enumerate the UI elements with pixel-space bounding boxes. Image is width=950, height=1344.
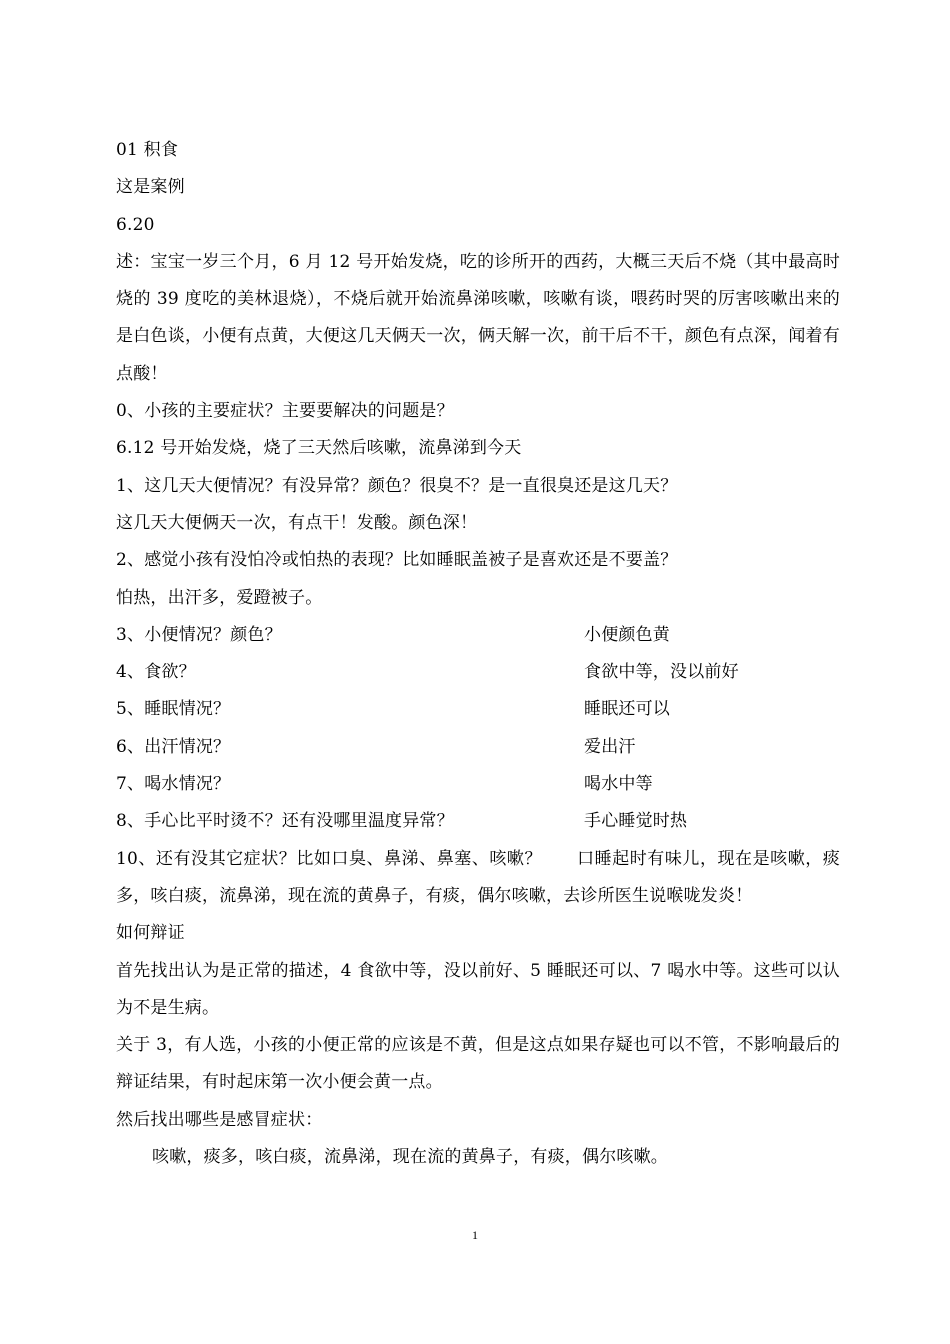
question-1: 1、这几天大便情况？有没异常？颜色？很臭不？是一直很臭还是这几天？ bbox=[116, 475, 678, 496]
answer-1: 这几天大便俩天一次，有点干！发酸。颜色深！ bbox=[116, 512, 478, 533]
qa-row bbox=[116, 691, 840, 728]
qa-row bbox=[116, 617, 840, 654]
qa-question: 6、出汗情况？ bbox=[116, 736, 231, 757]
page-number: 1 bbox=[472, 1228, 478, 1242]
qa-question: 5、睡眠情况？ bbox=[116, 699, 231, 720]
qa-row bbox=[116, 766, 840, 803]
analysis-paragraph-1: 首先找出认为是正常的描述，4 食欲中等，没以前好、5 睡眠还可以、7 喝水中等。这些可以认为不是生病。 bbox=[116, 960, 840, 1018]
document-heading: 01 积食 bbox=[116, 140, 179, 160]
cold-symptoms: 咳嗽，痰多，咳白痰，流鼻涕，现在流的黄鼻子，有痰，偶尔咳嗽。 bbox=[152, 1147, 668, 1168]
qa-row bbox=[116, 803, 840, 840]
question-2: 2、感觉小孩有没怕冷或怕热的表现？比如睡眠盖被子是喜欢还是不要盖？ bbox=[116, 550, 678, 571]
qa-answer: 小便颜色黄 bbox=[584, 624, 670, 645]
document-date: 6.20 bbox=[116, 214, 155, 235]
analysis-paragraph-3: 然后找出哪些是感冒症状： bbox=[116, 1109, 323, 1130]
analysis-paragraph-2: 关于 3，有人选，小孩的小便正常的应该是不黄，但是这点如果存疑也可以不管，不影响最后的辩证结果，有时起床第一次小便会黄一点。 bbox=[116, 1035, 840, 1093]
qa-answer: 爱出汗 bbox=[584, 736, 636, 757]
qa-row bbox=[116, 729, 840, 766]
qa-question: 7、喝水情况？ bbox=[116, 774, 231, 795]
section-title: 如何辩证 bbox=[116, 923, 185, 944]
document-body bbox=[116, 132, 840, 1176]
document-subtitle: 这是案例 bbox=[116, 177, 185, 198]
qa-answer: 食欲中等，没以前好 bbox=[584, 662, 739, 683]
qa-answer: 喝水中等 bbox=[584, 774, 653, 795]
qa-question: 4、食欲？ bbox=[116, 662, 196, 683]
question-0: 0、小孩的主要症状？主要要解决的问题是？ bbox=[116, 401, 454, 422]
qa-question: 8、手心比平时烫不？还有没哪里温度异常？ bbox=[116, 811, 454, 832]
qa-question: 3、小便情况？颜色？ bbox=[116, 624, 282, 645]
qa-row bbox=[116, 654, 840, 691]
question-10: 10、还有没其它症状？比如口臭、鼻涕、鼻塞、咳嗽？ 口睡起时有味儿，现在是咳嗽，痰多，咳白痰，流鼻涕，现在流的黄鼻子，有痰，偶尔咳嗽，去诊所医生说喉咙发炎！ bbox=[116, 848, 840, 906]
qa-answer: 手心睡觉时热 bbox=[584, 811, 688, 832]
qa-answer: 睡眠还可以 bbox=[584, 699, 670, 720]
answer-2: 怕热，出汗多，爱蹬被子。 bbox=[116, 587, 323, 608]
answer-0: 6.12 号开始发烧，烧了三天然后咳嗽，流鼻涕到今天 bbox=[116, 438, 522, 459]
case-description: 述：宝宝一岁三个月，6 月 12 号开始发烧，吃的诊所开的西药，大概三天后不烧（其中最高时烧的 39 度吃的美林退烧），不烧后就开始流鼻涕咳嗽，咳嗽有谈，喂药时哭的厉害咳嗽出来的是白色谈，小便有点黄，大便这几天俩天一次，俩天解一次，前干后不干，颜色有点深，闻着有点酸！ bbox=[116, 251, 840, 384]
